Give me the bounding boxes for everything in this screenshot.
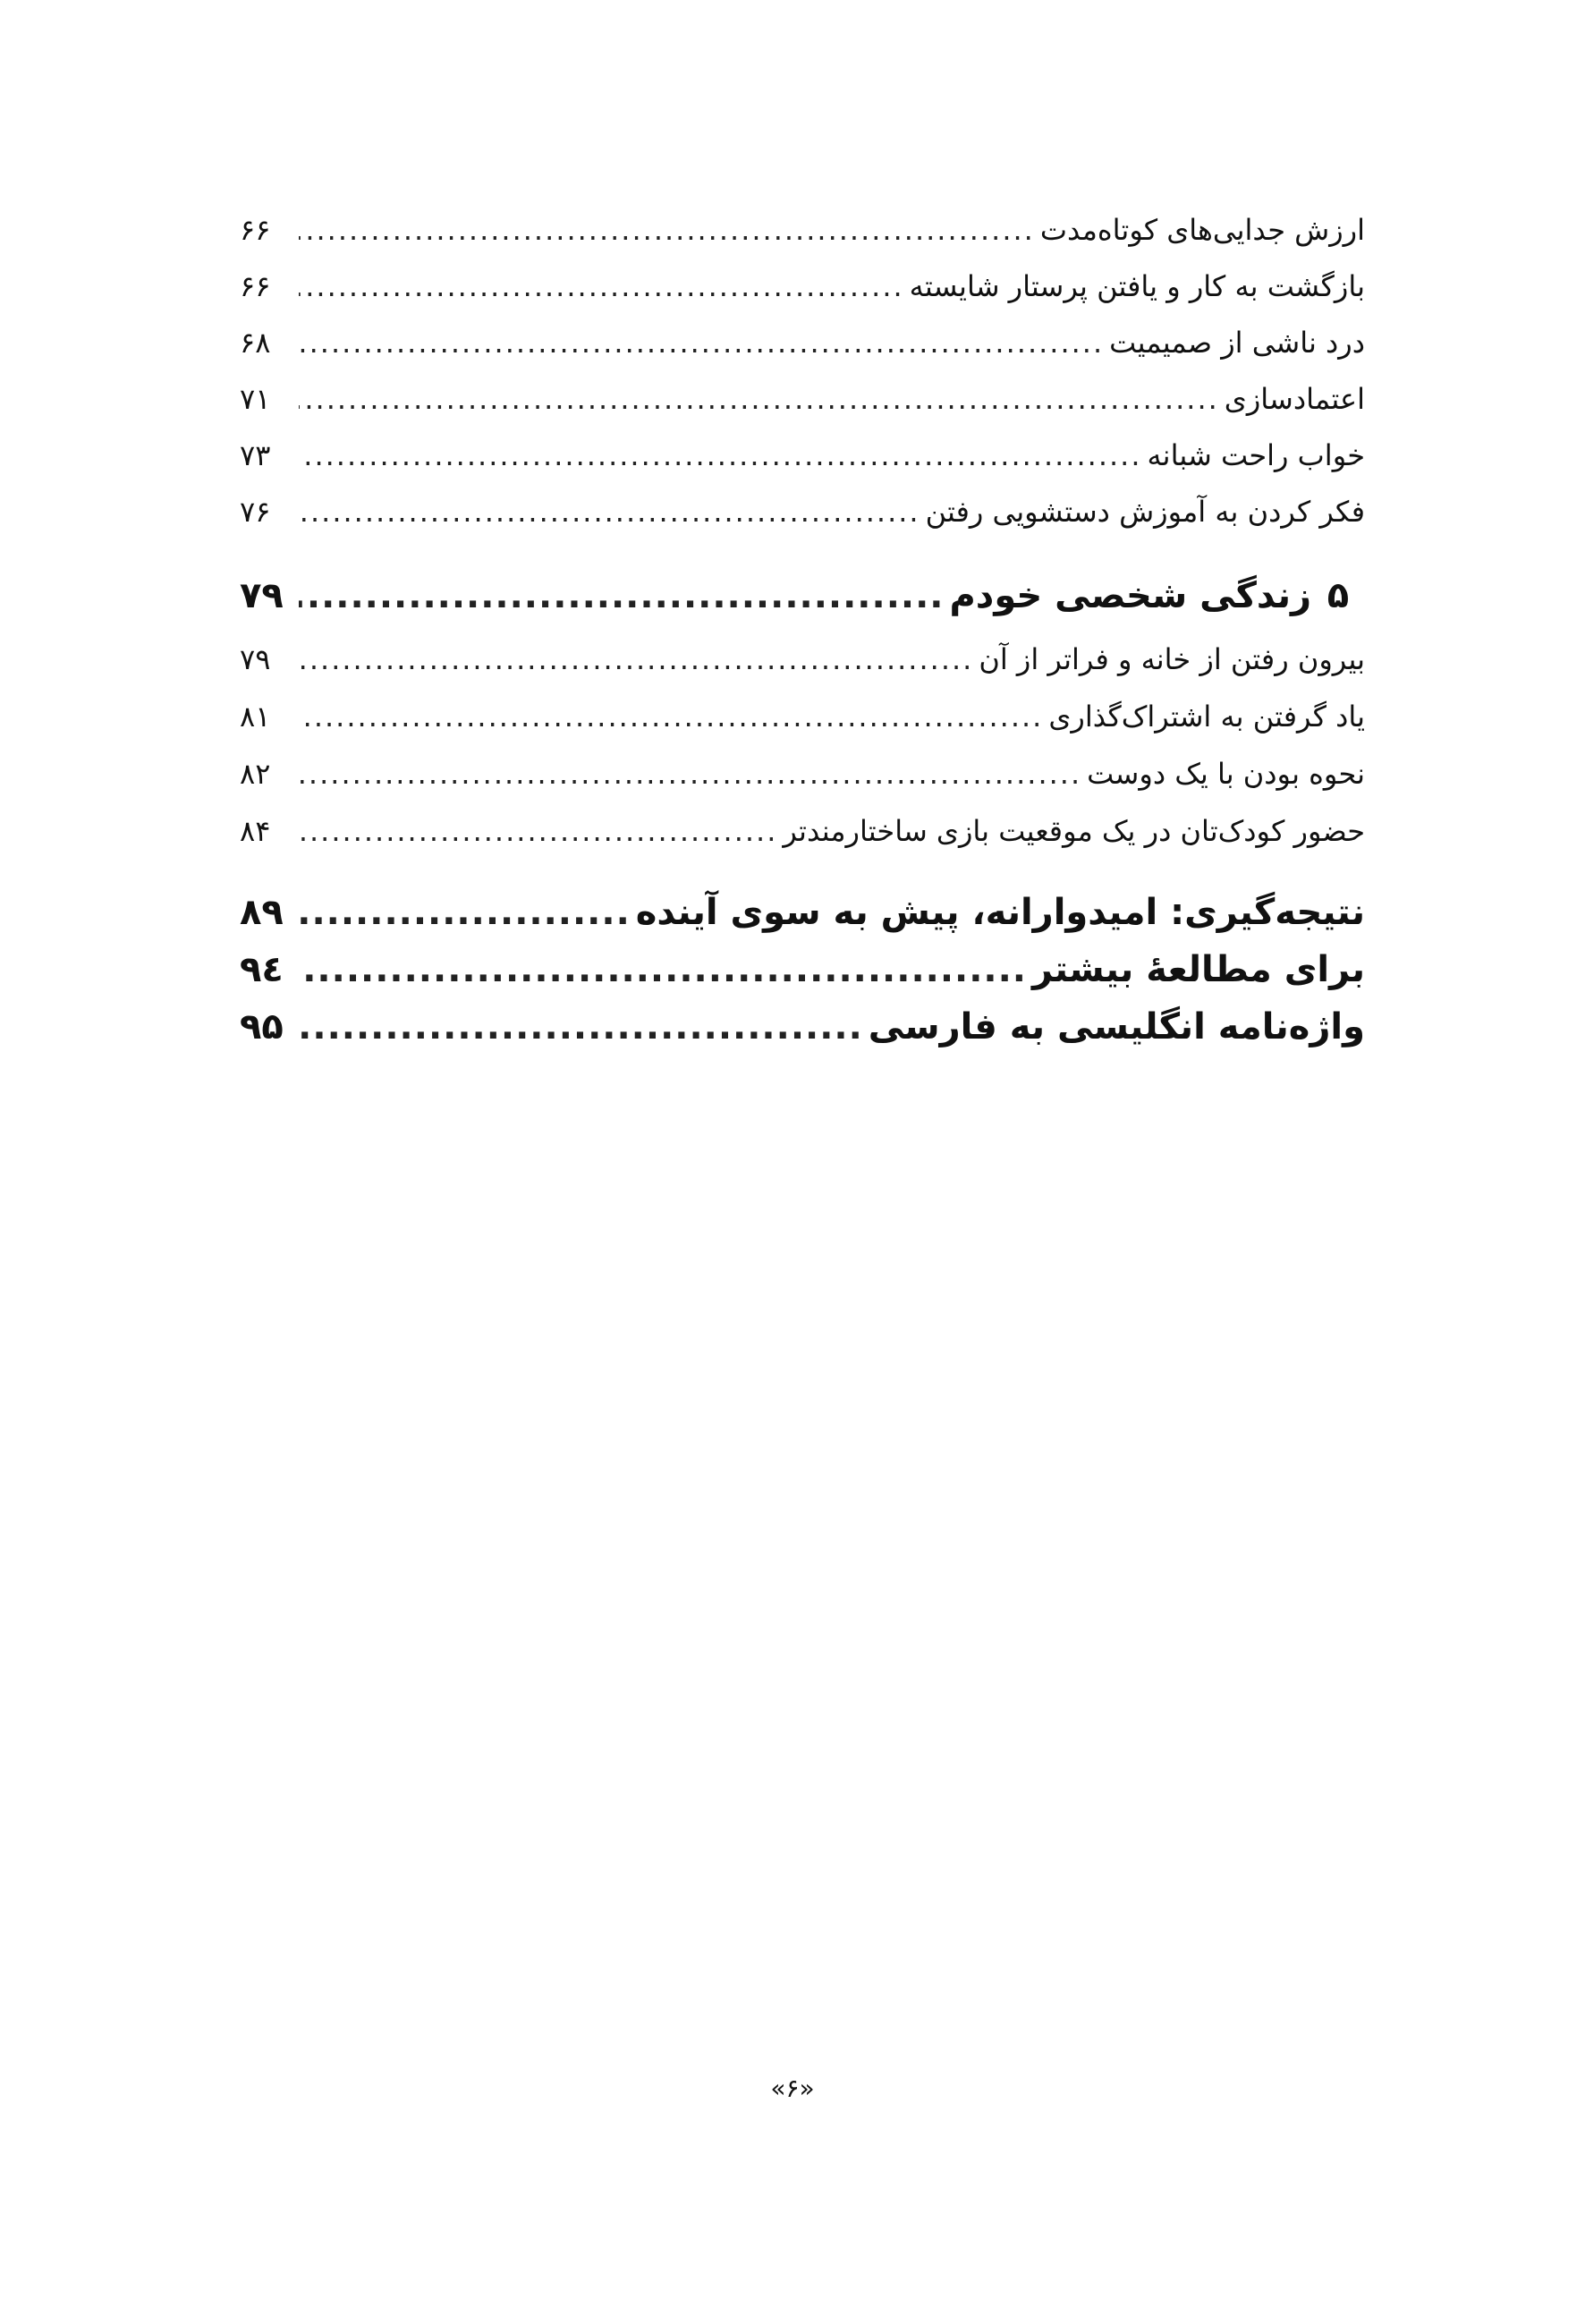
toc-entry-page: ۸۱ (240, 700, 271, 734)
dot-leader (299, 377, 1219, 421)
toc-entry-title: ارزش جدایی‌های کوتاه‌مدت (1039, 213, 1365, 247)
toc-entry-page: ۸۲ (240, 757, 271, 791)
toc-entry-title: یاد گرفتن به اشتراک‌گذاری (1048, 700, 1365, 734)
toc-entry-page: ۶۶ (240, 213, 271, 247)
toc-entry-page: ۷۹ (240, 642, 271, 676)
toc-entry-title: اعتمادسازی (1224, 382, 1365, 416)
dot-leader (299, 637, 973, 682)
toc-entry-page: ۷۱ (240, 382, 271, 416)
dot-leader (299, 208, 1035, 252)
toc-entry-title: فکر کردن به آموزش دستشویی رفتن (925, 495, 1365, 529)
toc-entry[interactable] (240, 637, 1365, 682)
toc-entry[interactable] (240, 320, 1365, 365)
toc-entry-page: ۸۴ (240, 814, 271, 848)
backmatter-title: برای مطالعۀ بیشتر (1032, 949, 1365, 990)
dot-leader (299, 569, 944, 623)
dot-leader (299, 489, 920, 534)
toc-entry-page: ۷۶ (240, 495, 271, 529)
toc-entry-page: ۷۳ (240, 438, 271, 472)
dot-leader (299, 320, 1104, 365)
dot-leader (299, 809, 777, 853)
toc-entry-title: نحوه بودن با یک دوست (1087, 757, 1365, 791)
dot-leader (299, 264, 904, 309)
toc-backmatter-entry[interactable] (240, 886, 1365, 939)
toc-entry[interactable] (240, 208, 1365, 252)
backmatter-title: نتیجه‌گیری: امیدوارانه، پیش به سوی آینده (635, 892, 1365, 933)
dot-leader (299, 694, 1043, 739)
toc-chapter-heading[interactable] (240, 569, 1365, 623)
backmatter-page: ۹٤ (240, 949, 284, 990)
toc-entry[interactable] (240, 377, 1365, 421)
backmatter-title: واژه‌نامه انگلیسی به فارسی (868, 1006, 1365, 1047)
toc-backmatter-entry[interactable] (240, 943, 1365, 997)
chapter-page: ۷۹ (240, 575, 284, 616)
toc-entry[interactable] (240, 433, 1365, 478)
toc-entry-title: حضور کودک‌تان در یک موقعیت بازی ساختارمندتر (783, 814, 1365, 848)
toc-entry[interactable] (240, 809, 1365, 853)
toc-entry[interactable] (240, 489, 1365, 534)
toc-entry-title: بازگشت به کار و یافتن پرستار شایسته (909, 269, 1365, 303)
dot-leader (299, 943, 1027, 997)
toc-entry-title: درد ناشی از صمیمیت (1109, 326, 1365, 360)
toc-entry[interactable] (240, 694, 1365, 739)
chapter-number: ۵ (1326, 575, 1350, 616)
toc-backmatter-entry[interactable] (240, 1000, 1365, 1054)
page-number-footer: «۶» (770, 2074, 815, 2103)
dot-leader (299, 1000, 863, 1054)
toc-entry-title: بیرون رفتن از خانه و فراتر از آن (979, 642, 1365, 676)
toc-entry-title: خواب راحت شبانه (1147, 438, 1365, 472)
chapter-title: زندگی شخصی خودم (949, 575, 1311, 616)
toc-entry[interactable] (240, 264, 1365, 309)
backmatter-page: ۹۵ (240, 1006, 284, 1047)
dot-leader (299, 751, 1081, 796)
backmatter-page: ۸۹ (240, 892, 284, 933)
toc-entry[interactable] (240, 751, 1365, 796)
dot-leader (299, 433, 1142, 478)
toc-entry-page: ۶۶ (240, 269, 271, 303)
toc-entry-page: ۶۸ (240, 326, 271, 360)
dot-leader (299, 886, 631, 939)
